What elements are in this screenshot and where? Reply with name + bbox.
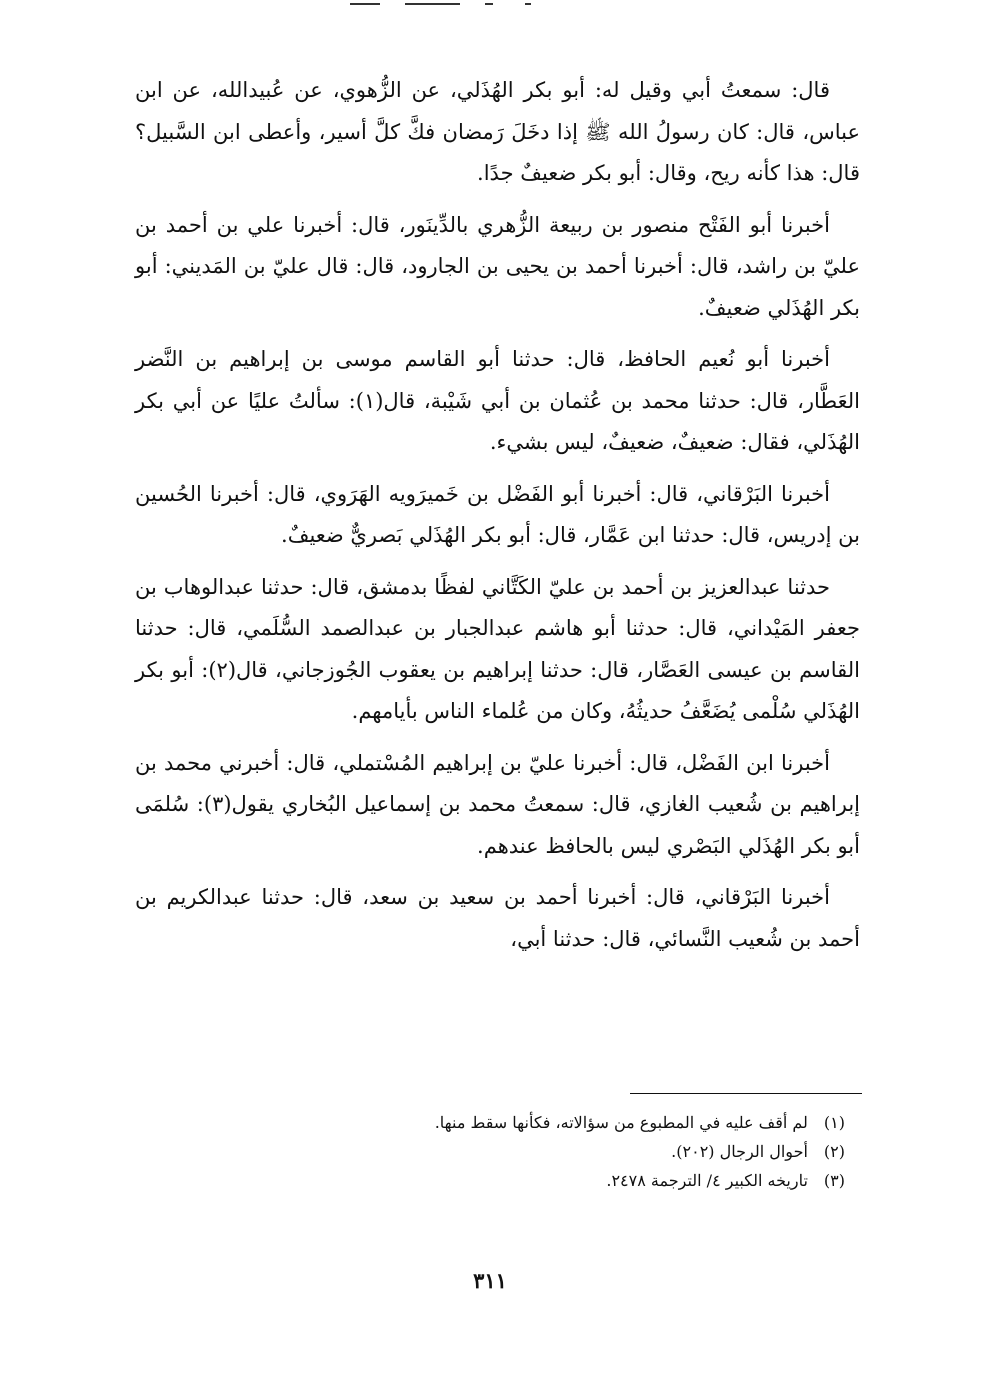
paragraph-5: حدثنا عبدالعزيز بن أحمد بن عليّ الكَتَّاني لفظًا بدمشق، قال: حدثنا عبدالوهاب بن جعفر المَيْداني، قال: حدثنا أبو هاشم عبدالجبار بن عبدالصمد السُّلَمي، قال: حدثنا القاسم بن عيسى العَصَّار، قال: حدثنا إبراهيم بن يعقوب الجُوزجاني، قال(٢): أبو بكر الهُذَلي سُلْمى يُضَعَّفُ حديثُهُ، وكان من عُلماء الناس بأيامهم. — [135, 574, 860, 723]
footnote-2 — [135, 1137, 845, 1166]
footnote-text: تاريخه الكبير ٤/ الترجمة ٢٤٧٨. — [606, 1171, 808, 1190]
page-number: ٣١١ — [473, 1268, 507, 1293]
main-text — [135, 70, 860, 970]
footnote-text: لم أقف عليه في المطبوع من سؤالاته، فكأنها سقط منها. — [434, 1113, 808, 1132]
paragraph-6: أخبرنا ابن الفَضْل، قال: أخبرنا عليّ بن إبراهيم المُسْتملي، قال: أخبرني محمد بن إبراهيم بن شُعيب الغازي، قال: سمعتُ محمد بن إسماعيل البُخاري يقول(٣): سُلمَى أبو بكر الهُذَلي البَصْري ليس بالحافظ عندهم. — [135, 750, 861, 858]
paragraph-3: أخبرنا أبو نُعيم الحافظ، قال: حدثنا أبو القاسم موسى بن إبراهيم بن النَّضر العَطَّار، قال: حدثنا محمد بن عُثمان بن أبي شَيْبة، قال(١): سألتُ عليًا عن أبي بكر الهُذَلي، فقال: ضعيفٌ، ضعيفٌ، ليس بشيء. — [135, 347, 860, 454]
footnote-3 — [135, 1166, 845, 1195]
paragraph-2: أخبرنا أبو الفَتْح منصور بن ربيعة الزُّهري بالدِّينَور، قال: أخبرنا علي بن أحمد بن عليّ بن راشد، قال: أخبرنا أحمد بن يحيى بن الجارود، قال: قال عليّ بن المَديني: أبو بكر الهُذَلي ضعيفٌ. — [135, 212, 860, 320]
footnotes — [135, 1108, 845, 1195]
paragraph-7: أخبرنا البَرْقاني، قال: أخبرنا أحمد بن سعيد بن سعد، قال: حدثنا عبدالكريم بن أحمد بن شُعيب النَّسائي، قال: حدثنا أبي، — [135, 885, 860, 951]
top-edge-marks — [350, 0, 590, 10]
footnote-separator — [630, 1093, 862, 1094]
footnote-1 — [135, 1108, 845, 1137]
footnote-number: (١) — [823, 1113, 845, 1132]
footnote-text: أحوال الرجال (٢٠٢). — [671, 1142, 808, 1161]
paragraph-4: أخبرنا البَرْقاني، قال: أخبرنا أبو الفَضْل بن خَميرَويه الهَرَوي، قال: أخبرنا الحُسين بن إدريس، قال: حدثنا ابن عَمَّار، قال: أبو بكر الهُذَلي بَصريٌّ ضعيفٌ. — [135, 481, 860, 547]
paragraph-1: قال: سمعتُ أبي وقيل له: أبو بكر الهُذَلي، عن الزُّهوي، عن عُبيدالله، عن ابن عباس، قال: كان رسولُ الله ﷺ إذا دخَلَ رَمضان فكَّ كلَّ أسير، وأعطى ابن السَّبيل؟ قال: هذا كأنه ريح، وقال: أبو بكر ضعيفٌ جدًا. — [135, 78, 860, 185]
footnote-number: (٢) — [823, 1142, 845, 1161]
footnote-number: (٣) — [823, 1171, 845, 1190]
